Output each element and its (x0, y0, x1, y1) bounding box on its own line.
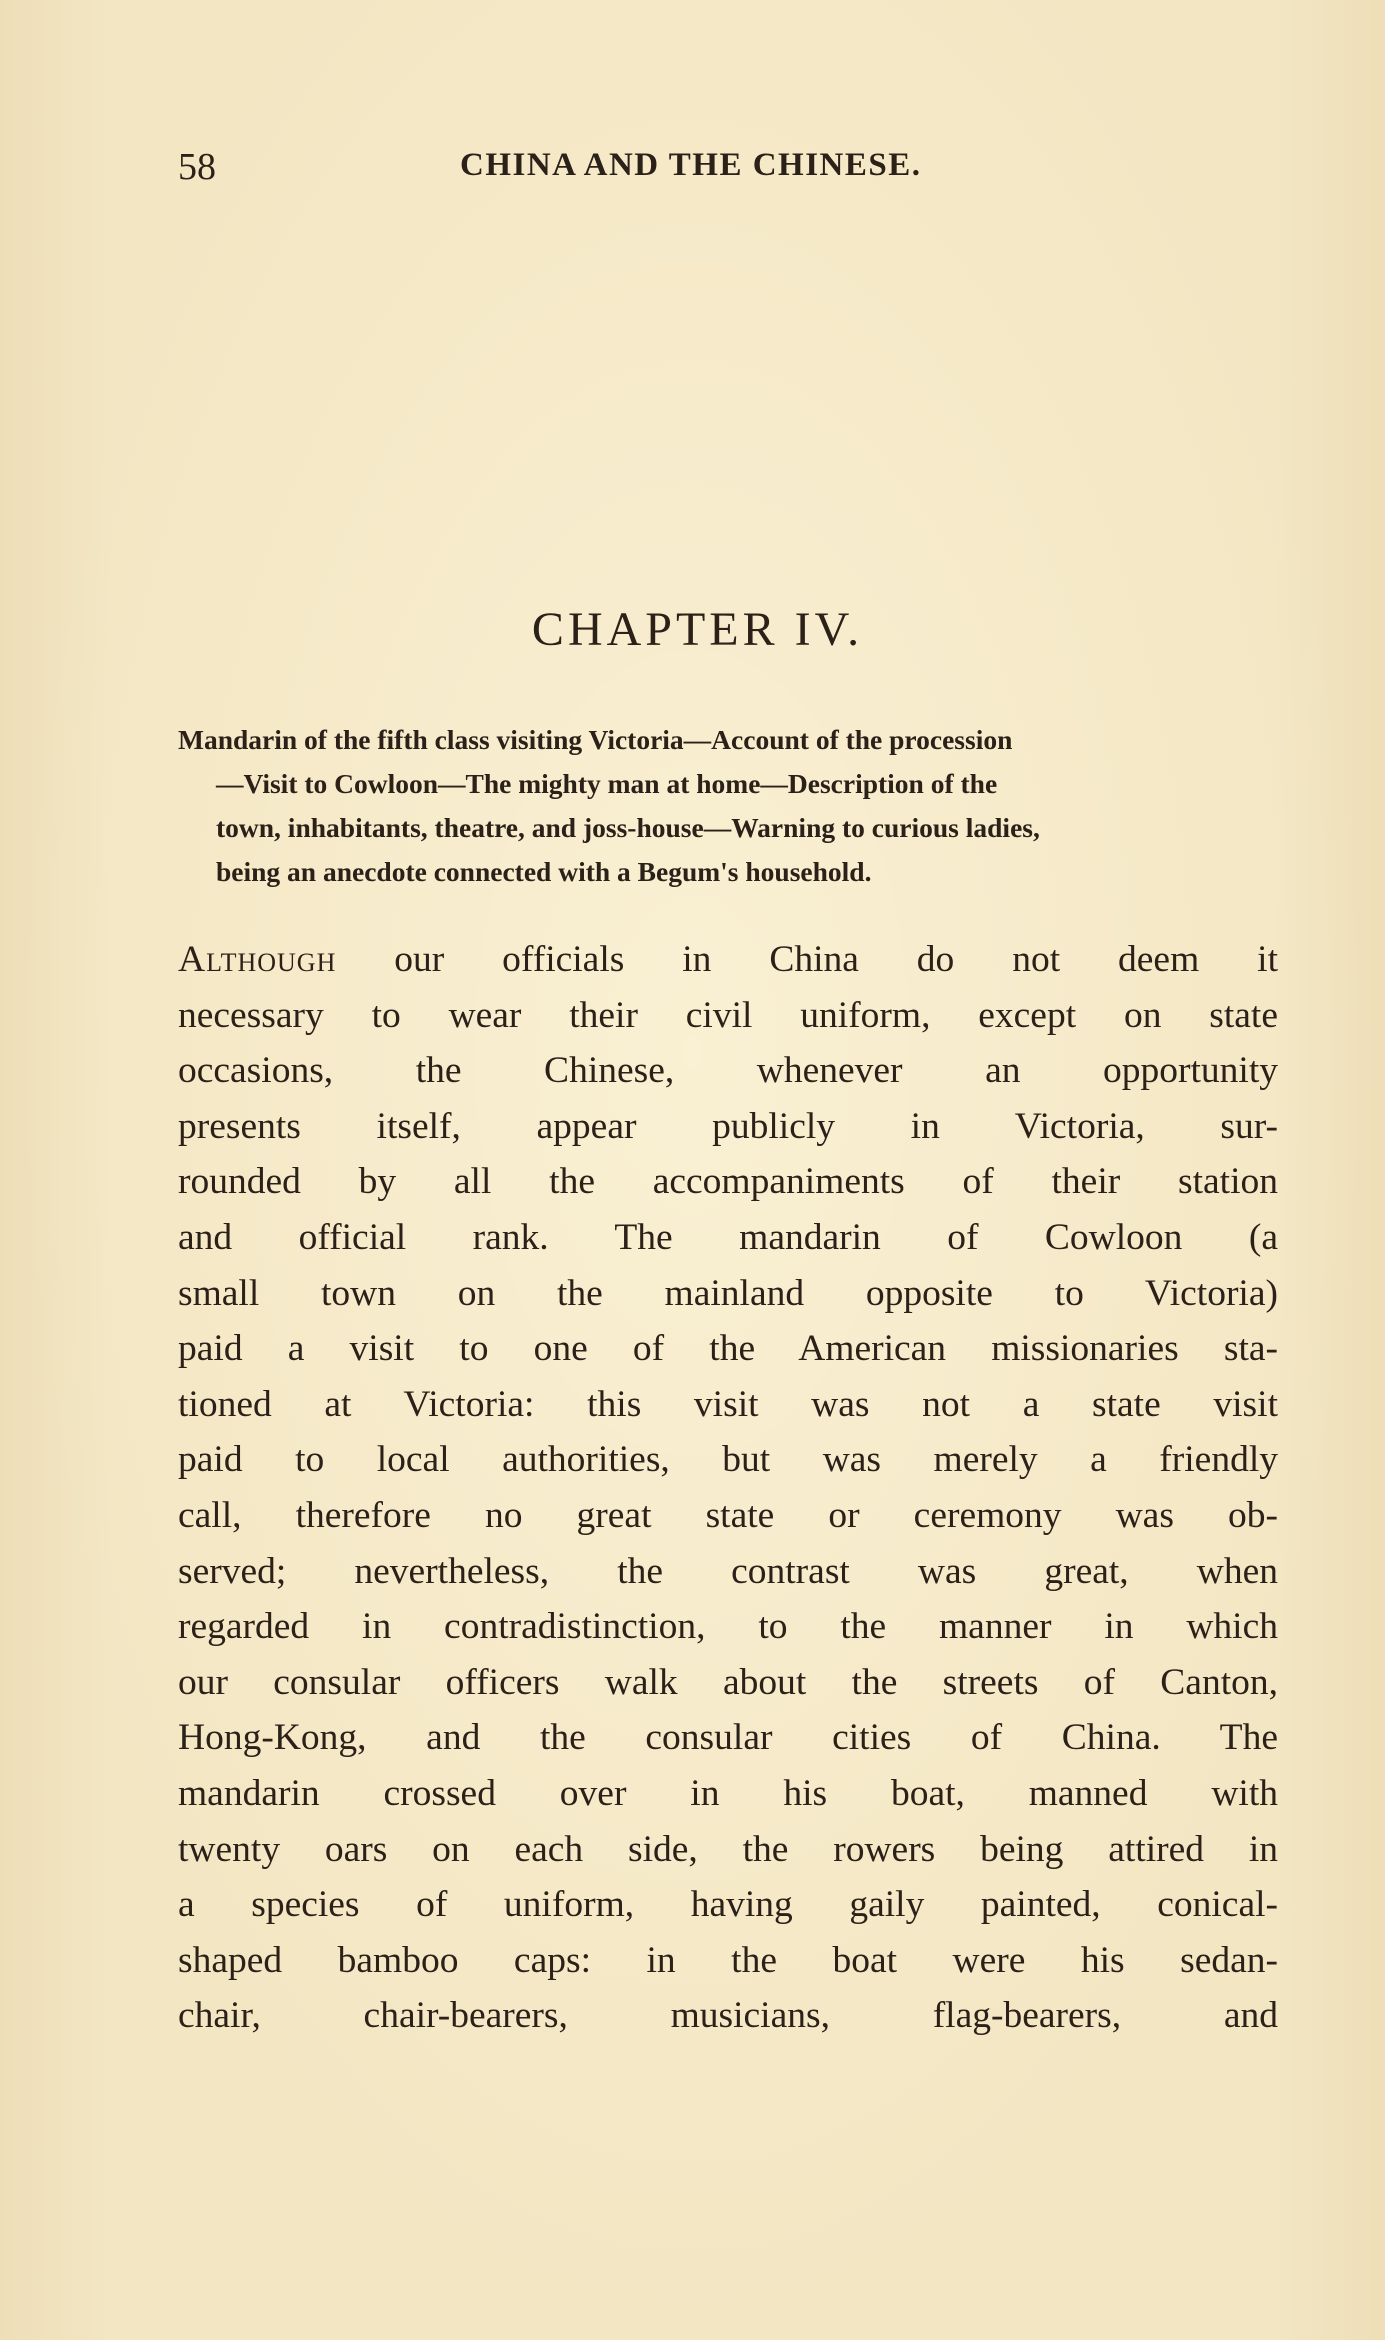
body-line: our consular officers walk about the streets of Canton, (178, 1661, 1278, 1703)
body-line: paid a visit to one of the American missionaries sta- (178, 1328, 1278, 1370)
running-title: CHINA AND THE CHINESE. (460, 147, 922, 183)
body-line: call, therefore no great state or ceremony was ob- (178, 1494, 1278, 1536)
first-line-rest: our officials in China do not deem it (336, 939, 1278, 980)
body-line: served; nevertheless, the contrast was great, when (178, 1550, 1278, 1592)
body-line (178, 932, 1278, 988)
synopsis-line: town, inhabitants, theatre, and joss-house—Warning to curious ladies, (216, 812, 1040, 843)
opening-word: Although (178, 939, 337, 980)
body-line: chair, chair-bearers, musicians, flag-bearers, and (178, 1995, 1278, 2037)
synopsis-line: —Visit to Cowloon—The mighty man at home—Description of the (216, 768, 998, 799)
body-line: and official rank. The mandarin of Cowloon (a (178, 1216, 1278, 1258)
body-line: regarded in contradistinction, to the manner in which (178, 1606, 1278, 1648)
body-line: twenty oars on each side, the rowers being attired in (178, 1828, 1278, 1870)
body-line: shaped bamboo caps: in the boat were his sedan- (178, 1939, 1278, 1981)
body-text (178, 932, 1278, 2044)
body-line: rounded by all the accompaniments of their station (178, 1161, 1278, 1203)
body-line: tioned at Victoria: this visit was not a state visit (178, 1383, 1278, 1425)
chapter-title: CHAPTER IV. (531, 603, 864, 656)
body-line: necessary to wear their civil uniform, except on state (178, 994, 1278, 1036)
body-line: occasions, the Chinese, whenever an opportunity (178, 1050, 1278, 1092)
body-line: presents itself, appear publicly in Victoria, sur- (178, 1105, 1278, 1147)
running-head (178, 145, 1278, 195)
page-number: 58 (178, 146, 216, 188)
body-line: Hong-Kong, and the consular cities of China. The (178, 1717, 1278, 1759)
chapter-synopsis (178, 718, 1278, 894)
body-line: paid to local authorities, but was merely a friendly (178, 1439, 1278, 1481)
body-line: small town on the mainland opposite to Victoria) (178, 1272, 1278, 1314)
synopsis-line: being an anecdote connected with a Begum's household. (216, 856, 872, 887)
body-line: a species of uniform, having gaily painted, conical- (178, 1884, 1278, 1926)
synopsis-line: Mandarin of the fifth class visiting Victoria—Account of the procession (178, 724, 1013, 755)
body-line: mandarin crossed over in his boat, manned with (178, 1772, 1278, 1814)
